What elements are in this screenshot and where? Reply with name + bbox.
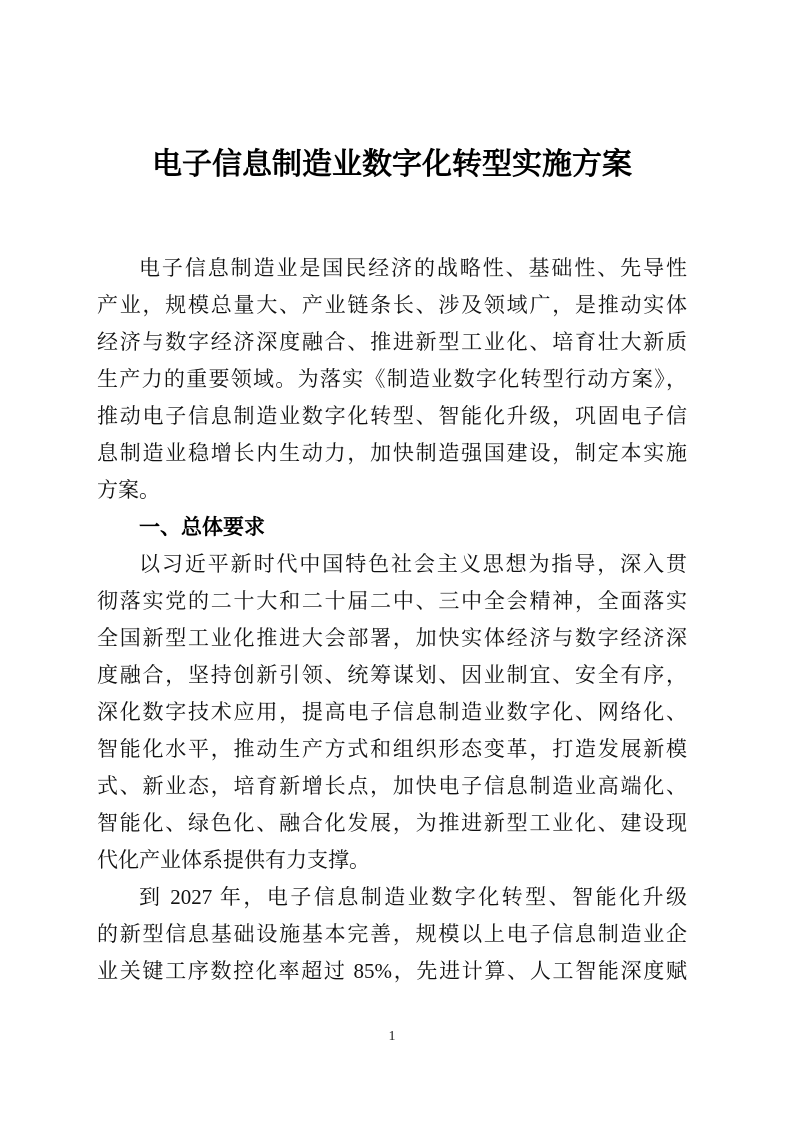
body-line: 度融合，坚持创新引领、统筹谋划、因业制宜、安全有序， (97, 663, 687, 687)
body-line: 全国新型工业化推进大会部署，加快实体经济与数字经济深 (97, 626, 687, 650)
page-number: 1 (388, 1029, 396, 1044)
body-line: 经济与数字经济深度融合、推进新型工业化、培育壮大新质 (97, 330, 687, 354)
body-line: 息制造业稳增长内生动力，加快制造强国建设，制定本实施 (97, 441, 687, 465)
body-line: 智能化水平，推动生产方式和组织形态变革，打造发展新模 (97, 737, 687, 761)
document-title: 电子信息制造业数字化转型实施方案 (152, 148, 632, 181)
body-line: 电子信息制造业是国民经济的战略性、基础性、先导性 (139, 256, 687, 280)
document-body (97, 250, 687, 990)
body-line: 式、新业态，培育新增长点，加快电子信息制造业高端化、 (97, 774, 687, 798)
body-line: 方案。 (97, 478, 160, 502)
body-line: 的新型信息基础设施基本完善，规模以上电子信息制造业企 (97, 922, 687, 946)
body-line: 到 2027 年，电子信息制造业数字化转型、智能化升级 (139, 885, 687, 909)
body-line: 以习近平新时代中国特色社会主义思想为指导，深入贯 (139, 552, 687, 576)
body-line: 彻落实党的二十大和二十届二中、三中全会精神，全面落实 (97, 589, 687, 613)
body-line: 生产力的重要领域。为落实《制造业数字化转型行动方案》， (97, 367, 687, 391)
body-line: 业关键工序数控化率超过 85%，先进计算、人工智能深度赋 (97, 959, 687, 983)
section-heading: 一、总体要求 (139, 516, 265, 539)
body-line: 代化产业体系提供有力支撑。 (97, 848, 370, 872)
body-line: 智能化、绿色化、融合化发展，为推进新型工业化、建设现 (97, 811, 687, 835)
body-line: 深化数字技术应用，提高电子信息制造业数字化、网络化、 (97, 700, 687, 724)
body-line: 推动电子信息制造业数字化转型、智能化升级，巩固电子信 (97, 404, 687, 428)
body-line: 产业，规模总量大、产业链条长、涉及领域广，是推动实体 (97, 293, 687, 317)
